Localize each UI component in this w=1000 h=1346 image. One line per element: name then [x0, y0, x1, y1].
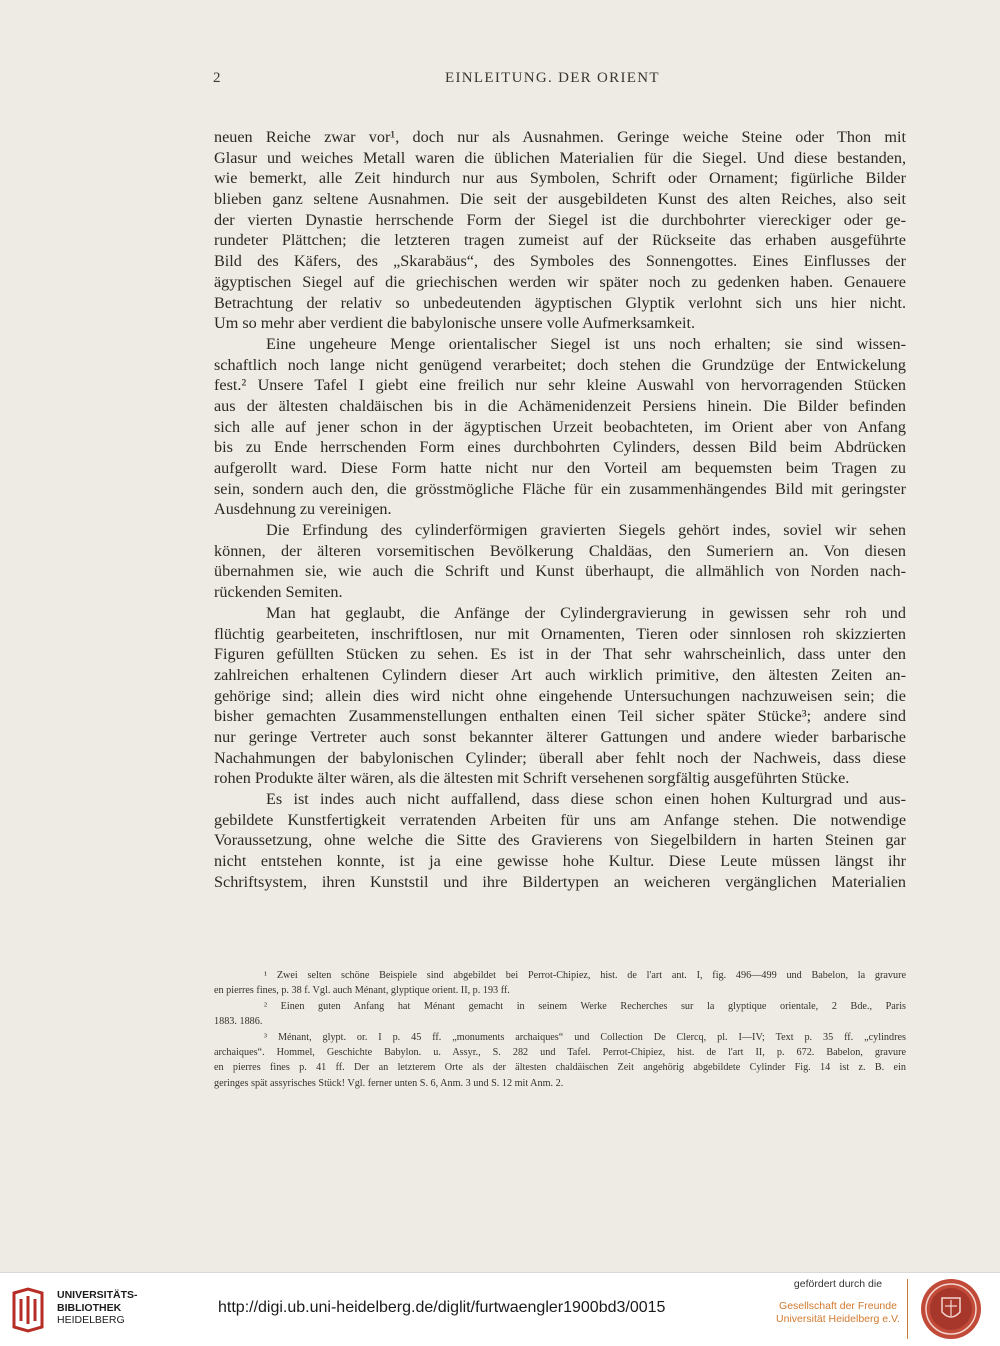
body-text — [214, 127, 906, 892]
text-line: aufgerollt ward. Diese Form hatte nicht nur den Vorteil am bequemsten beim Tragen zu — [214, 459, 906, 477]
text-line: nicht entstehen konnte, ist ja eine gewisse hohe Kultur. Diese Leute müssen längst ihr — [214, 852, 906, 871]
library-line-1: UNIVERSITÄTS- — [57, 1289, 138, 1301]
text-line: zahlreichen erhaltenen Cylindern dieser Art auch wirklich primitive, den ältesten Zeiten an- — [214, 665, 906, 684]
sponsor-block[interactable] — [776, 1278, 900, 1326]
footnote-line: geringes spät assyrisches Stück! Vgl. ferner unten S. 6, Anm. 3 und S. 12 mit Anm. 2. — [214, 1077, 564, 1089]
footnotes — [214, 968, 906, 1091]
sponsor-name-line-1: Gesellschaft der Freunde — [779, 1300, 897, 1312]
text-line: gehörige sind; allein dies wird nicht ohne eingehende Untersuchungen nachzuweisen sein; die — [214, 686, 906, 705]
footnote-line: ² Einen guten Anfang hat Ménant gemacht in seinem Werke Recherches sur la glyptique orientale, 2 Bde., Paris — [264, 1000, 906, 1012]
running-title: EINLEITUNG. DER ORIENT — [445, 70, 660, 86]
text-line: Betrachtung der relativ so unbedeutenden ägyptischen Glyptik verlohnt sich uns hier nicht. — [214, 293, 906, 312]
footer-divider — [907, 1279, 908, 1339]
text-line: neuen Reiche zwar vor¹, doch nur als Ausnahmen. Geringe weiche Steine oder Thon mit — [214, 128, 906, 146]
footer-bar — [0, 1272, 1000, 1346]
text-line: schaftlich noch lange nicht genügend verarbeitet; doch stehen die Grundzüge der Entwickelung — [214, 355, 906, 374]
text-line: der vierten Dynastie herrschende Form der Siegel ist die durchbohrter viereckiger oder ge- — [214, 210, 906, 229]
text-line: rundeter Plättchen; die letzteren tragen zumeist auf der Rückseite das erhaben ausgeführte — [214, 231, 906, 250]
text-line: Die Erfindung des cylinderförmigen gravierten Siegels gehört indes, soviel wir sehen — [266, 521, 906, 540]
library-name — [57, 1289, 138, 1327]
text-line: wie bemerkt, alle Zeit hindurch nur aus Symbolen, Schrift oder Ornament; figürliche Bilder — [214, 169, 906, 188]
page-header — [0, 70, 1000, 90]
text-line: fest.² Unsere Tafel I giebt eine freilich nur sehr kleine Auswahl von hervorragenden Stücken — [214, 376, 906, 395]
text-line: können, der älteren vorsemitischen Bevölkerung Chaldäas, den Sumeriern an. Von diesen — [214, 541, 906, 560]
sponsor-name-line-2: Universität Heidelberg e.V. — [776, 1313, 900, 1325]
footnote-line: archaiques“. Hommel, Geschichte Babylon. u. Assyr., S. 282 und Tafel. Perrot-Chipiez, hist. de l'art II, p. 672. Babelon, gravure — [214, 1046, 906, 1058]
text-line: Nachahmungen der babylonischen Cylinder; überall aber fehlt noch der Nachweis, dass diese — [214, 748, 906, 767]
library-line-3: HEIDELBERG — [57, 1314, 125, 1326]
text-line: nur geringe Vertreter auch sonst bekannter älterer Gattungen und andere wieder barbarische — [214, 727, 906, 746]
text-line: sich alle auf jener schon in der ägyptischen Urzeit beobachteten, im Orient aber von Anfang — [214, 417, 906, 436]
text-line: rückenden Semiten. — [214, 583, 343, 602]
footnote-line: ¹ Zwei selten schöne Beispiele sind abgebildet bei Perrot-Chipiez, hist. de l'art ant. I, fig. 496—499 und Babelon, la gravure — [264, 970, 906, 981]
footnote-line: 1883. 1886. — [214, 1016, 263, 1028]
university-seal-icon[interactable] — [920, 1278, 982, 1340]
footnote-line: en pierres fines p. 41 ff. Der an letzterem Orte als der ältesten chaldäischen Zeit angehörig abgebildete Cylinder Fig. 14 ist z. B. ein — [214, 1062, 906, 1074]
library-logo-icon[interactable] — [10, 1287, 46, 1333]
text-line: bis zu Ende herrschenden Form eines durchbohrten Cylinders, dessen Bild beim Abdrücken — [214, 438, 906, 457]
text-line: Voraussetzung, ohne welche die Sitte des Gravierens von Siegelbildern in harten Steinen gar — [214, 831, 906, 850]
text-line: sein, sondern auch den, die grösstmögliche Fläche für ein zusammenhängendes Bild mit geringster — [214, 479, 906, 498]
text-line: Glasur und weiches Metall waren die üblichen Materialien für die Siegel. Und diese bestanden, — [214, 148, 906, 167]
text-line: übernahmen sie, wie auch die Schrift und Kunst überhaupt, die allmählich von Norden nach- — [214, 562, 906, 581]
text-line: Figuren gefüllten Stücken zu sehen. Es ist in der That sehr wahrscheinlich, dass unter den — [214, 645, 906, 664]
footnote-line: en pierres fines, p. 38 f. Vgl. auch Ménant, glyptique orient. II, p. 193 ff. — [214, 985, 510, 997]
text-line: flüchtig gearbeiteten, inschriftlosen, nur mit Ornamenten, Tieren oder sinnlosen roh skizzierten — [214, 624, 906, 643]
permalink-url[interactable]: http://digi.ub.uni-heidelberg.de/diglit/furtwaengler1900bd3/0015 — [218, 1299, 666, 1316]
text-line: gebildete Kunstfertigkeit verratenden Arbeiten für uns am Anfange stehen. Die notwendige — [214, 810, 906, 829]
library-line-2: BIBLIOTHEK — [57, 1301, 122, 1314]
text-line: bisher gemachten Zusammenstellungen enthalten einen Teil sicher später Stücke³; andere sind — [214, 707, 906, 726]
text-line: Schriftsystem, ihren Kunststil und ihre Bildertypen an weicheren vergänglichen Materialien — [214, 872, 906, 891]
text-line: ägyptischen Siegel auf die griechischen werden wir später noch zu gedenken haben. Genauere — [214, 272, 906, 291]
text-line: Eine ungeheure Menge orientalischer Siegel ist uns noch erhalten; sie sind wissen- — [266, 334, 906, 353]
page-number: 2 — [213, 70, 221, 86]
sponsor-by-label: gefördert durch die — [793, 1278, 883, 1290]
footnote-line: ³ Ménant, glypt. or. I p. 45 ff. „monuments archaiques“ und Collection De Clercq, pl. I—IV; Text p. 35 ff. „cylindres — [264, 1031, 906, 1043]
text-line: aus der ältesten chaldäischen bis in die Achämenidenzeit Persiens hinein. Die Bilder befinden — [214, 396, 906, 415]
text-line: rohen Produkte älter wären, als die ältesten mit Schrift versehenen sorgfältig ausgeführten Stücke. — [214, 769, 850, 788]
text-line: Es ist indes auch nicht auffallend, dass diese schon einen hohen Kulturgrad und aus- — [266, 790, 906, 808]
text-line: Man hat geglaubt, die Anfänge der Cylindergravierung in gewissen sehr roh und — [266, 603, 906, 622]
text-line: Bild des Käfers, des „Skarabäus“, des Symboles des Sonnengottes. Eines Einflusses der — [214, 252, 906, 271]
text-line: blieben ganz seltene Ausnahmen. Die seit der ausgebildeten Kunst des alten Reiches, also seit — [214, 190, 906, 209]
text-line: Um so mehr aber verdient die babylonische unsere volle Aufmerksamkeit. — [214, 314, 695, 333]
text-line: Ausdehnung zu vereinigen. — [214, 500, 392, 519]
